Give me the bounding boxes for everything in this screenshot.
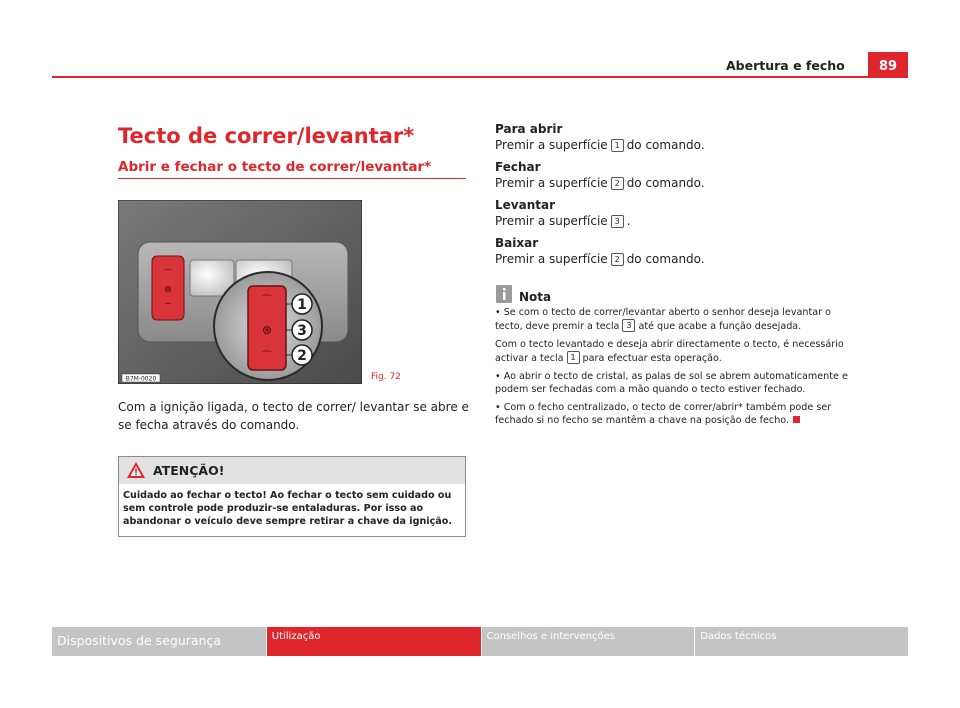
- key-marker: 1: [567, 351, 580, 364]
- section-subtitle: Abrir e fechar o tecto de correr/levantar*: [118, 159, 432, 175]
- step-raise: [495, 198, 855, 230]
- warning-triangle-icon: [126, 461, 146, 479]
- section-title: Tecto de correr/levantar*: [118, 124, 415, 148]
- key-marker: 2: [611, 177, 624, 190]
- step-text: Premir a superfície 2 do comando.: [495, 252, 705, 266]
- key-marker: 1: [611, 139, 624, 152]
- header-title: Abertura e fecho: [726, 58, 845, 73]
- note-title: Nota: [519, 290, 552, 304]
- switch-symbol: ⊛: [164, 285, 172, 295]
- callout-3: 3: [297, 323, 307, 339]
- header-rule: [52, 76, 908, 78]
- roof-control-figure: [118, 200, 362, 384]
- footer-tab-technical[interactable]: Dados técnicos: [695, 627, 908, 656]
- note-paragraph: • Se com o tecto de correr/levantar aberto o senhor deseja levantar o tecto, deve premir a tecla 3 até que acabe a função desejada.: [495, 307, 831, 332]
- switch-symbol: ⌒: [164, 269, 172, 278]
- callout-1: 1: [297, 297, 307, 313]
- step-text: Premir a superfície 2 do comando.: [495, 176, 705, 190]
- warning-title: ATENÇÃO!: [153, 463, 225, 478]
- key-marker: 3: [611, 215, 624, 228]
- footer-tab-usage[interactable]: Utilização: [267, 627, 481, 656]
- note-paragraph: • Com o fecho centralizado, o tecto de correr/abrir* também pode ser fechado si no fecho se mantêm a chave na posição de fecho.: [495, 402, 832, 426]
- figure-code: B7M-0020: [125, 375, 157, 383]
- step-text: Premir a superfície 3 .: [495, 214, 631, 228]
- step-heading: Levantar: [495, 198, 555, 212]
- switch-symbol: ⌒: [261, 350, 273, 363]
- key-marker: 2: [611, 253, 624, 266]
- info-note-icon: [495, 284, 513, 304]
- step-lower: [495, 236, 855, 268]
- intro-text: Com a ignição ligada, o tecto de correr/ levantar se abre e se fecha através do comando.: [118, 400, 469, 432]
- right-column: [495, 122, 855, 432]
- step-text: Premir a superfície 1 do comando.: [495, 138, 705, 152]
- step-heading: Fechar: [495, 160, 541, 174]
- switch-symbol: ⌒: [164, 303, 172, 312]
- page-number: 89: [868, 52, 908, 78]
- warning-box: [118, 456, 466, 537]
- switch-symbol: ⊛: [261, 323, 273, 337]
- step-open: [495, 122, 855, 154]
- end-marker: [793, 416, 800, 423]
- footer-tab-safety[interactable]: Dispositivos de segurança: [52, 627, 266, 656]
- step-heading: Baixar: [495, 236, 539, 250]
- step-heading: Para abrir: [495, 122, 563, 136]
- note-header: [495, 284, 855, 306]
- step-close: [495, 160, 855, 192]
- note-paragraph: • Ao abrir o tecto de cristal, as palas de sol se abrem automaticamente e podem ser fechadas com a mão quando o tecto estiver fechado.: [495, 371, 848, 395]
- switch-symbol: ⌒: [261, 294, 273, 307]
- note-paragraph: Com o tecto levantado e deseja abrir directamente o tecto, é necessário activar a tecla 1 para efectuar esta operação.: [495, 339, 844, 364]
- figure-caption: Fig. 72: [371, 372, 401, 382]
- footer-tab-tips[interactable]: Conselhos e intervenções: [482, 627, 695, 656]
- callout-2: 2: [297, 348, 307, 364]
- warning-text: Cuidado ao fechar o tecto! Ao fechar o tecto sem cuidado ou sem controle pode produzir-se entaladuras. Por isso ao abandonar o veículo deve sempre retirar a chave da ignição.: [123, 490, 452, 527]
- footer-nav: [52, 627, 908, 656]
- key-marker: 3: [622, 319, 635, 332]
- subtitle-rule: [118, 178, 466, 179]
- warning-header: [119, 457, 465, 484]
